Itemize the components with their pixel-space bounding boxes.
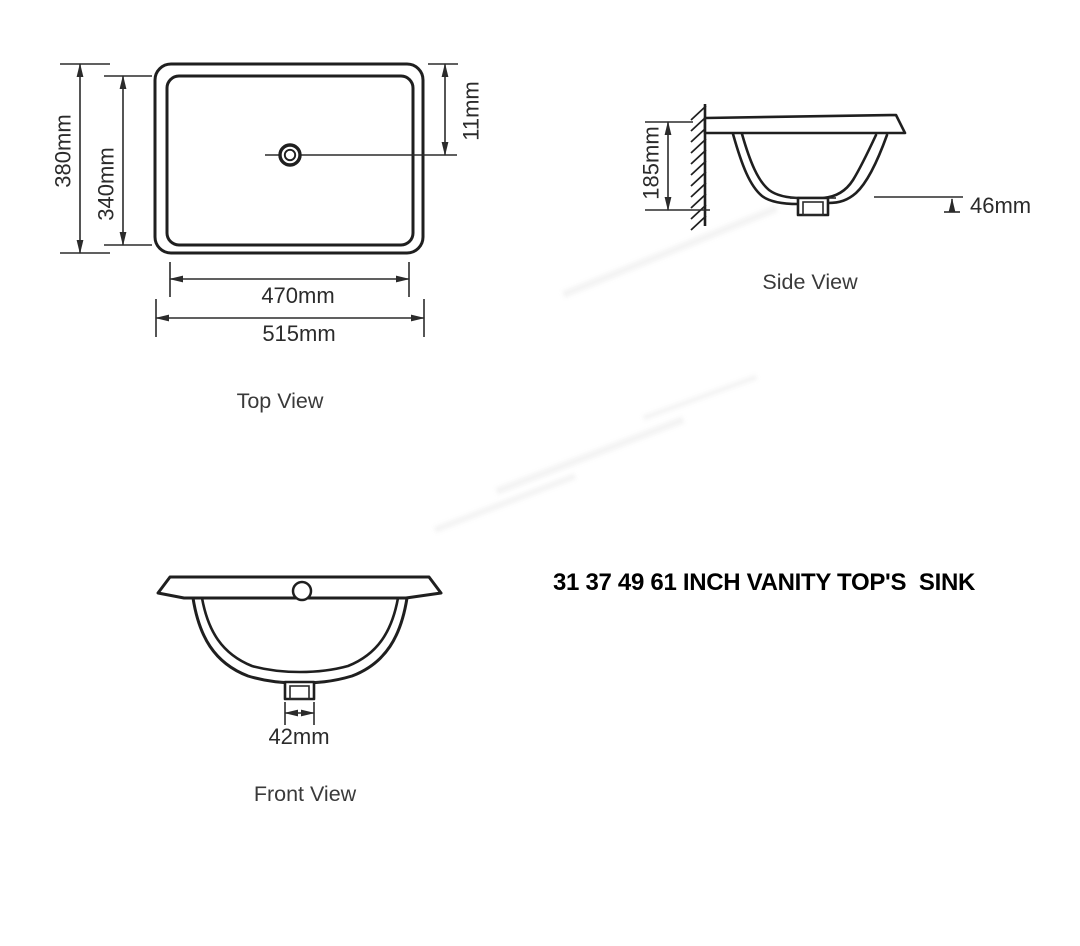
front-bowl-inner [202,598,398,672]
overflow-hole-icon [293,582,311,600]
drain-inner-ring [285,150,295,160]
front-view-label: Front View [253,782,357,806]
dim-label: 42mm [268,724,330,749]
dim-label: 11mm [458,81,484,141]
side-view [639,104,1032,294]
dim-drain-protrusion [874,193,1031,218]
side-drain-stub [790,198,836,215]
dim-label: 515mm [262,321,336,346]
dim-basin-width [170,262,409,308]
dim-label: 185mm [638,126,664,200]
top-view-label: Top View [236,389,324,413]
dim-label: 340mm [93,147,119,221]
top-view [51,64,484,413]
dim-label: 470mm [261,283,335,308]
side-bowl-outer-right [828,135,887,203]
drawing-title: 31 37 49 61 INCH VANITY TOP'S SINK [553,569,976,596]
dim-drain-offset [428,64,484,155]
front-bowl-outer [193,598,407,683]
dim-label: 380mm [50,114,76,188]
front-view [158,577,441,806]
dim-drain-width [268,702,329,749]
side-rim [705,115,905,133]
side-view-label: Side View [762,270,858,294]
side-bowl-inner [742,134,876,198]
dim-label: 46mm [970,193,1032,218]
dim-basin-height [94,76,153,245]
front-drain-stub [279,682,320,699]
side-bowl-outer-left [733,134,798,204]
drain-hole-icon [280,145,300,165]
